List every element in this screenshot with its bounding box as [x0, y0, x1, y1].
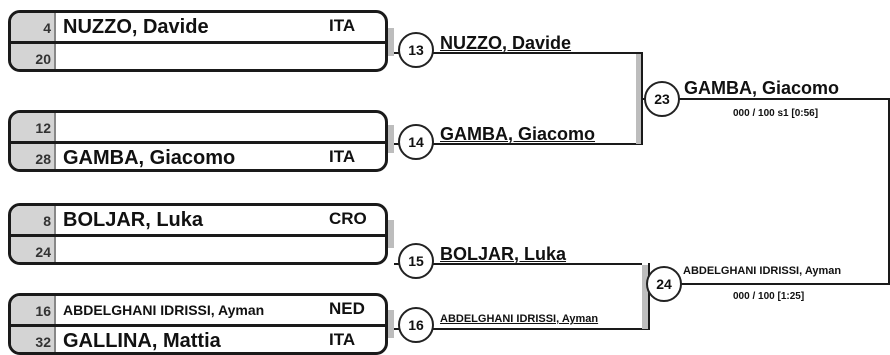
seed-number: 32	[11, 327, 56, 355]
connector-shade	[388, 220, 394, 248]
athlete-name: GALLINA, Mattia	[63, 330, 221, 352]
entrant-row	[11, 237, 385, 265]
country-code: ITA	[329, 147, 356, 166]
entrant-row	[11, 296, 385, 327]
athlete-name: BOLJAR, Luka	[63, 209, 204, 231]
entrant-row	[11, 144, 385, 172]
bout-14-winner: GAMBA, Giacomo	[440, 124, 596, 144]
seed-number: 24	[11, 237, 56, 265]
entrant-row	[11, 13, 385, 44]
bracket-line	[650, 283, 890, 285]
seed-number: 28	[11, 144, 56, 172]
athlete-name: ABDELGHANI IDRISSI, Ayman	[63, 302, 265, 318]
entrant-row	[11, 327, 385, 355]
bout-24-winner: ABDELGHANI IDRISSI, Ayman	[683, 265, 842, 277]
bout-15-entrants	[8, 203, 388, 265]
entrant-row	[11, 206, 385, 237]
country-code: CRO	[329, 209, 367, 228]
seed-number: 12	[11, 113, 56, 141]
seed-number: 8	[11, 206, 56, 234]
bout-23-winner: GAMBA, Giacomo	[684, 78, 840, 98]
bout-number-badge: 23	[644, 81, 680, 117]
athlete-name: GAMBA, Giacomo	[63, 147, 236, 169]
bout-number-badge: 13	[398, 32, 434, 68]
bout-23-score: 000 / 100 s1 [0:56]	[733, 108, 819, 119]
athlete-name: NUZZO, Davide	[63, 16, 209, 38]
bout-number-badge: 16	[398, 307, 434, 343]
country-code: ITA	[329, 16, 356, 35]
bout-13-winner: NUZZO, Davide	[440, 33, 572, 53]
seed-number: 16	[11, 296, 56, 324]
bout-16-entrants	[8, 293, 388, 355]
country-code: ITA	[329, 330, 356, 349]
seed-number: 20	[11, 44, 56, 72]
entrant-row	[11, 44, 385, 72]
bout-number-badge: 14	[398, 124, 434, 160]
country-code: NED	[329, 299, 365, 318]
bout-13-entrants	[8, 10, 388, 72]
bout-number-badge: 15	[398, 243, 434, 279]
connector-shade	[388, 125, 394, 153]
bout-14-entrants	[8, 110, 388, 172]
bout-number-badge: 24	[646, 266, 682, 302]
bout-16-winner: ABDELGHANI IDRISSI, Ayman	[440, 313, 599, 325]
seed-number: 4	[11, 13, 56, 41]
connector-shade	[388, 310, 394, 338]
bout-24-score: 000 / 100 [1:25]	[733, 291, 805, 302]
bout-15-winner: BOLJAR, Luka	[440, 244, 567, 264]
entrant-row	[11, 113, 385, 144]
